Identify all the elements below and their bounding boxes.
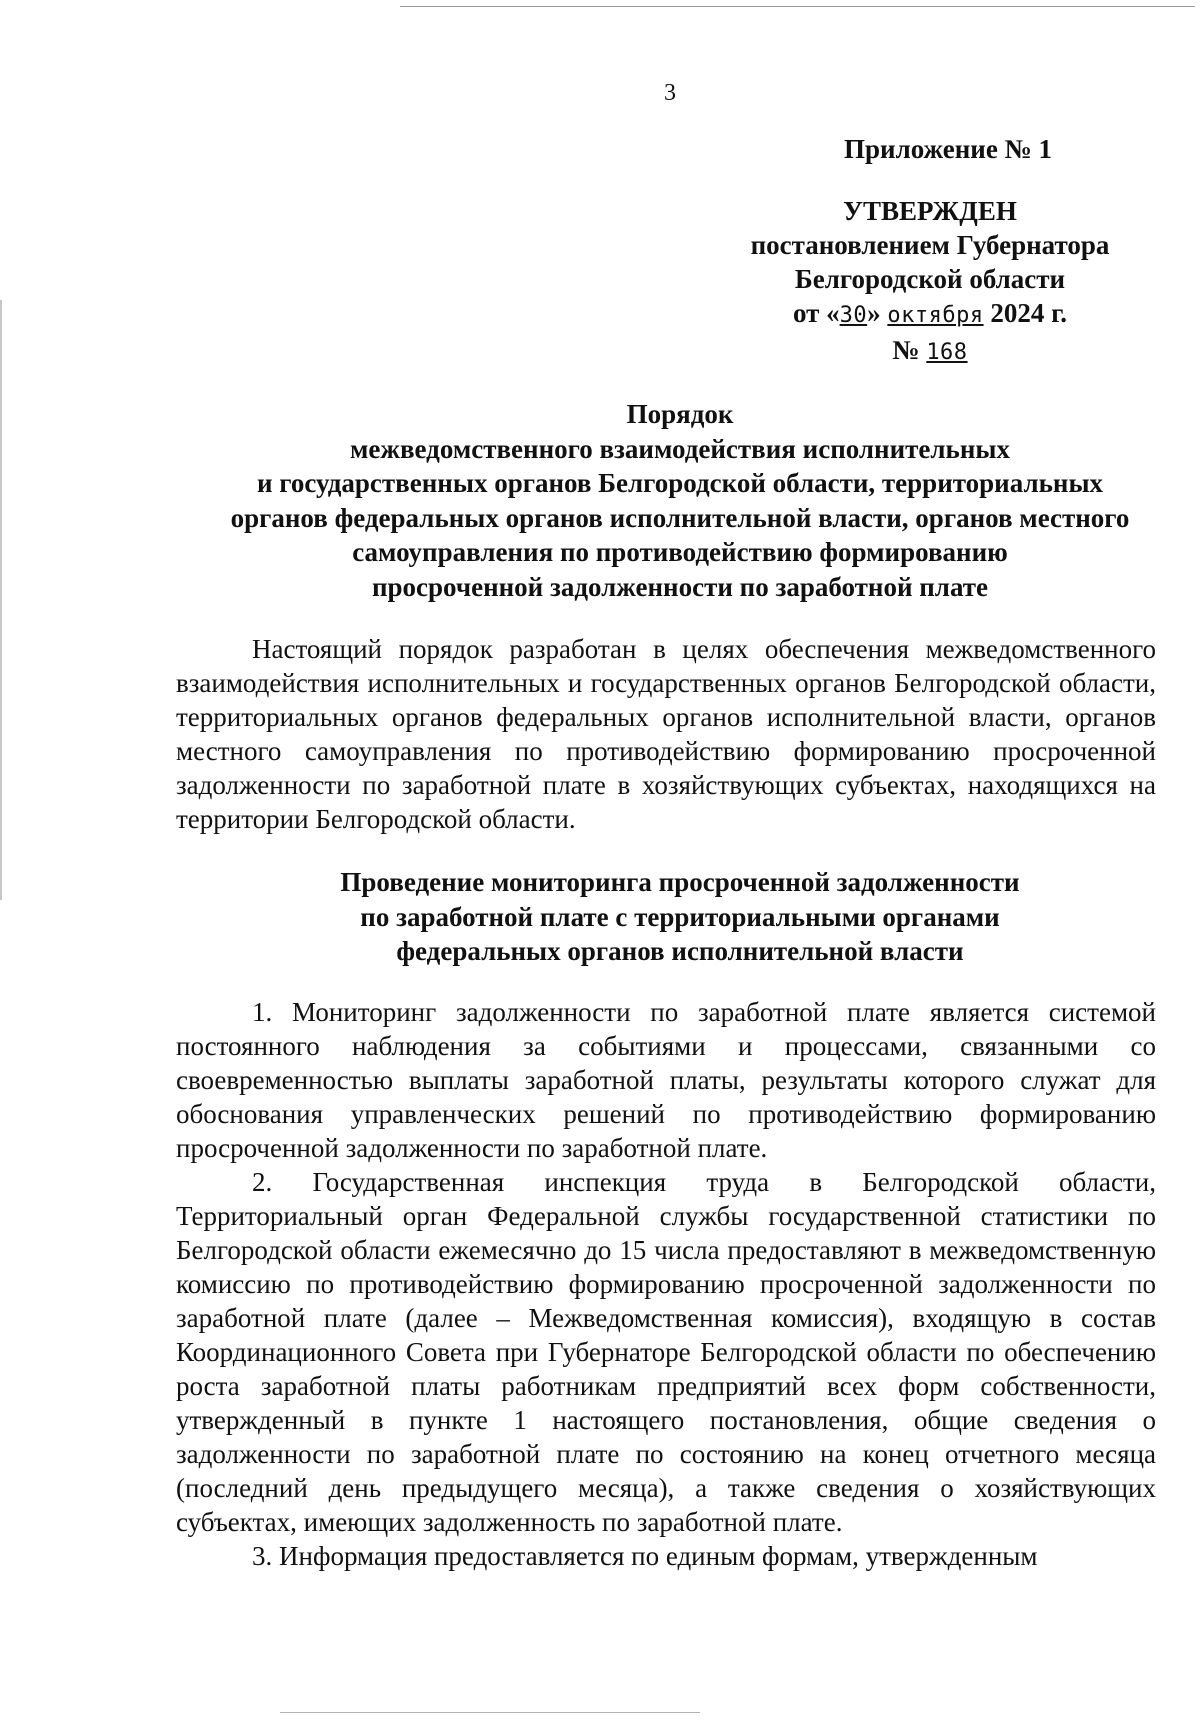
page-number: 3 [664,80,676,106]
document-title [150,397,1200,604]
title-line-2: межведомственного взаимодействия исполнительных [350,433,1010,464]
title-line-5: самоуправления по противодействию формированию [352,537,1008,567]
date-month: октября [887,303,984,328]
paragraph-3: 3. Информация предоставляется по единым формам, утвержденным [252,1541,1038,1571]
date-mid: » [867,298,888,328]
scan-artifact-bottom-line [280,1712,700,1713]
section-heading [150,865,1200,969]
date-year: 2024 г. [990,298,1068,328]
section-heading-line-1: Проведение мониторинга просроченной задолженности [340,867,1020,897]
section-heading-line-3: федеральных органов исполнительной власти [396,936,964,966]
approved-region-line: Белгородской области [794,264,1066,294]
number-prefix: № [892,335,927,365]
approved-by-line: постановлением Губернатора [750,230,1110,260]
number-value: 168 [926,340,968,365]
approval-number [700,333,1160,370]
approved-label: УТВЕРЖДЕН [843,196,1017,226]
approval-date [700,296,1160,333]
title-line-4: органов федеральных органов исполнительной власти, органов местного [230,502,1130,533]
title-line-3: и государственных органов Белгородской области, территориальных [256,468,1104,498]
paragraph-2: 2. Государственная инспекция труда в Белгородской области, Территориальный орган Федеральной службы государственной статистики по Белгородской области ежемесячно до 15 числа предоставляют в межведомственную комиссию по противодействию формированию просроченной задолженности по заработной плате (далее – Межведомственная комиссия), входящую в состав Координационного Совета при Губернаторе Белгородской области по обеспечению роста заработной платы работникам предприятий всех форм собственности, утвержденный в пункте 1 настоящего постановления, общие сведения о задолженности по заработной плате по состоянию на конец отчетного месяца (последний день предыдущего месяца), а также сведения о хозяйствующих субъектах, имеющих задолженность по заработной плате. [176,1167,1156,1537]
title-line-6: просроченной задолженности по заработной плате [371,571,989,602]
scan-artifact-top-line [400,6,1195,7]
section-heading-line-2: по заработной плате с территориальными органами [360,901,1000,932]
annex-label: Приложение № 1 [844,134,1052,164]
date-prefix: от « [792,298,840,328]
paragraph-1: 1. Мониторинг задолженности по заработной плате является системой постоянного наблюдения за событиями и процессами, связанными со своевременностью выплаты заработной платы, результаты которого служат для обоснования управленческих решений по противодействию формированию просроченной задолженности по заработной плате. [176,997,1156,1163]
date-day: 30 [839,303,868,328]
body-text [176,995,1156,1573]
scan-artifact-left-edge [0,300,2,900]
title-line-1: Порядок [626,399,734,429]
approval-block [700,132,1160,370]
intro-paragraph: Настоящий порядок разработан в целях обеспечения межведомственного взаимодействия исполнительных и государственных органов Белгородской области, территориальных органов федеральных органов исполнительной власти, органов местного самоуправления по противодействию формированию просроченной задолженности по заработной плате в хозяйствующих субъектах, находящихся на территории Белгородской области. [176,634,1156,834]
